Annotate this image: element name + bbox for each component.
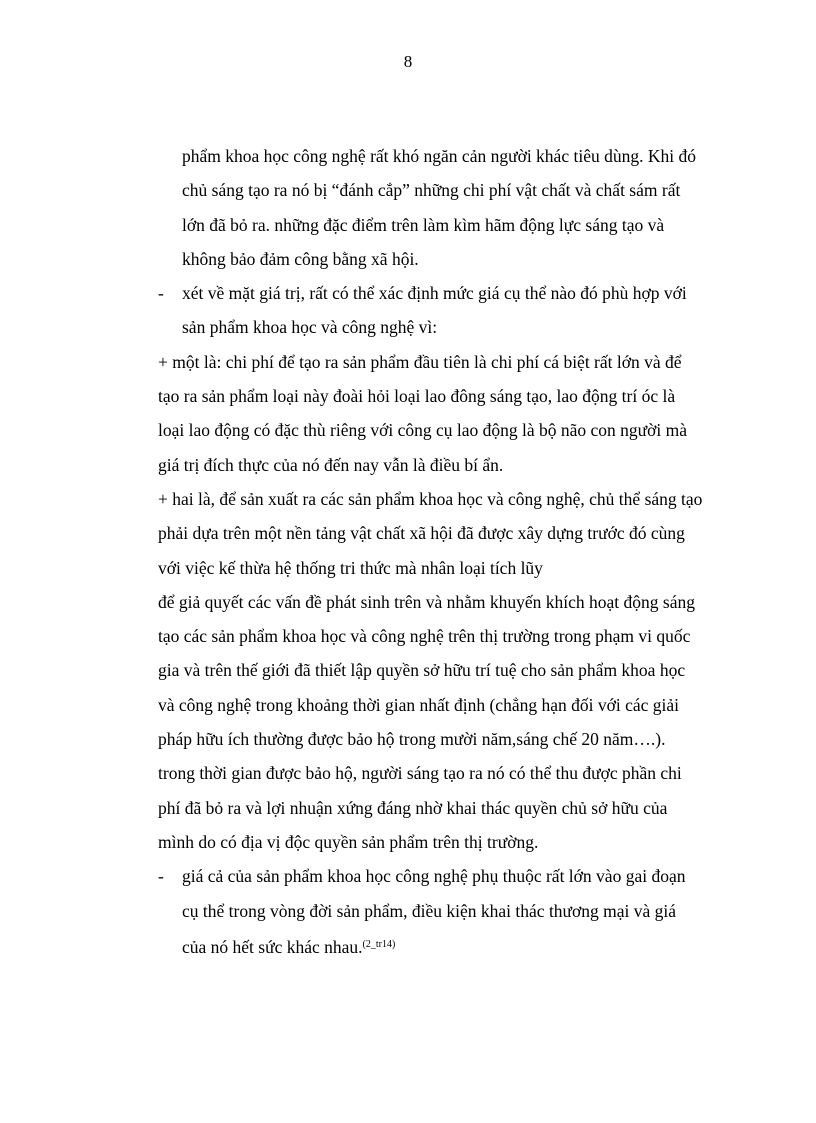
bullet-dash: -	[158, 866, 164, 887]
bullet-item-price	[158, 859, 758, 964]
text-line: và công nghệ trong khoảng thời gian nhất định (chẳng hạn đối với các giải	[158, 694, 680, 715]
text-line	[158, 859, 758, 893]
bullet-text: của nó hết sức khác nhau.	[182, 936, 363, 957]
text-line: không bảo đảm công bằng xã hội.	[182, 248, 419, 269]
text-line: phí đã bỏ ra và lợi nhuận xứng đáng nhờ khai thác quyền chủ sở hữu của	[158, 797, 668, 818]
text-line: + một là: chi phí để tạo ra sản phẩm đầu tiên là chi phí cá biệt rất lớn và để	[158, 351, 682, 372]
text-line	[158, 276, 758, 310]
plus-item-two	[158, 482, 758, 585]
paragraph-continuation	[158, 139, 758, 276]
text-line: sản phẩm khoa học và công nghệ vì:	[182, 317, 438, 338]
text-line: cụ thể trong vòng đời sản phẩm, điều kiện khai thác thương mại và giá	[182, 900, 677, 921]
text-line: mình do có địa vị độc quyền sản phẩm trên thị trường.	[158, 831, 539, 852]
text-line: chủ sáng tạo ra nó bị “đánh cắp” những chi phí vật chất và chất sám rất	[182, 180, 681, 201]
text-line: pháp hữu ích thường được bảo hộ trong mười năm,sáng chế 20 năm….).	[158, 729, 666, 750]
text-line: tạo ra sản phẩm loại này đoài hỏi loại lao đông sáng tạo, lao động trí óc là	[158, 386, 676, 407]
text-line: phẩm khoa học công nghệ rất khó ngăn cản người khác tiêu dùng. Khi đó	[182, 146, 696, 166]
paragraph-ip-rights	[158, 585, 758, 859]
bullet-dash: -	[158, 283, 164, 304]
bullet-text: giá cả của sản phẩm khoa học công nghệ phụ thuộc rất lớn vào gai đoạn	[182, 866, 686, 887]
text-line: gia và trên thế giới đã thiết lập quyền sở hữu trí tuệ cho sản phẩm khoa học	[158, 660, 686, 681]
text-line: lớn đã bỏ ra. những đặc điểm trên làm kìm hãm động lực sáng tạo và	[182, 214, 665, 235]
text-line: để giả quyết các vấn đề phát sinh trên và nhằm khuyến khích hoạt động sáng	[158, 591, 695, 612]
text-line: phải dựa trên một nền tảng vật chất xã hội đã được xây dựng trước đó cùng	[158, 523, 685, 544]
document-body	[158, 139, 758, 964]
page-number: 8	[403, 52, 413, 71]
citation-note: (2_tr14)	[362, 938, 396, 950]
bullet-item-value	[158, 276, 758, 345]
text-line: với việc kế thừa hệ thống tri thức mà nhân loại tích lũy	[158, 557, 543, 578]
text-line	[158, 928, 758, 964]
text-line: trong thời gian được bảo hộ, người sáng tạo ra nó có thể thu được phần chi	[158, 763, 682, 784]
text-line: tạo các sản phẩm khoa học và công nghệ trên thị trường trong phạm vi quốc	[158, 626, 691, 647]
plus-item-one	[158, 345, 758, 482]
text-line: giá trị đích thực của nó đến nay vẫn là điều bí ẩn.	[158, 454, 504, 475]
text-line: loại lao động có đặc thù riêng với công cụ lao động là bộ não con người mà	[158, 420, 688, 441]
text-line: + hai là, để sản xuất ra các sản phẩm khoa học và công nghệ, chủ thể sáng tạo	[158, 488, 703, 509]
bullet-text: xét về mặt giá trị, rất có thể xác định mức giá cụ thể nào đó phù hợp với	[182, 283, 687, 304]
